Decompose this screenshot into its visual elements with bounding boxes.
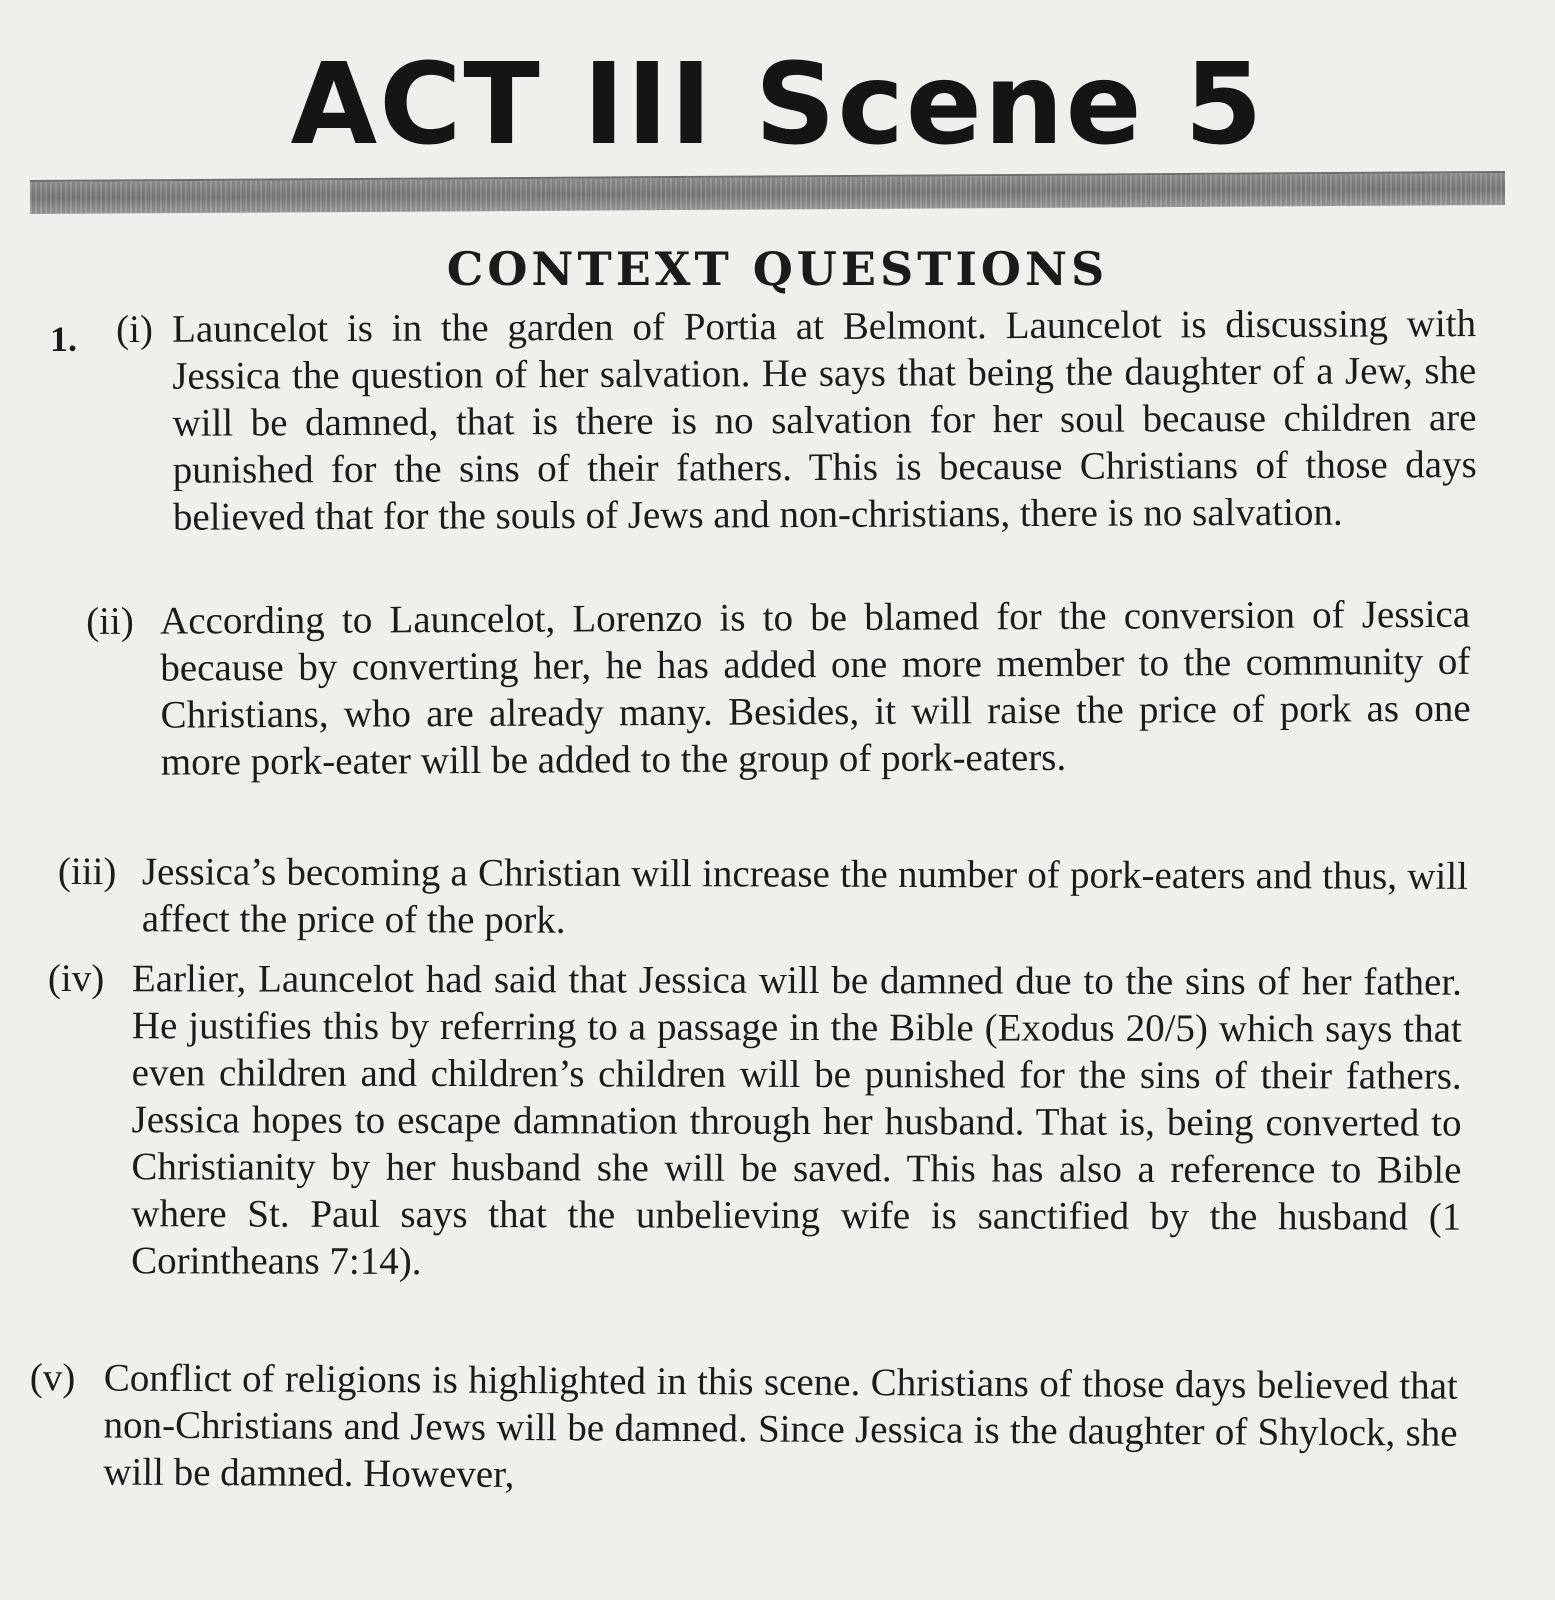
decorative-rule: [30, 171, 1505, 214]
answer-text: Jessica’s becoming a Christian will increase the number of pork-eaters and thus, will affect the price of the pork.: [141, 850, 1468, 942]
act-title: ACT III Scene 5: [290, 40, 1265, 170]
answer-item-i: [116, 300, 1477, 541]
answer-text: Conflict of religions is highlighted in this scene. Christians of those days believed that non-Christians and Jews will be damned. Since Jessica is the daughter of Shylock, she will be damned. However,: [103, 1356, 1458, 1496]
answer-label: (v): [29, 1356, 76, 1400]
answer-label: (i): [116, 307, 154, 351]
answer-label: (iv): [47, 957, 105, 1001]
answer-label: (ii): [86, 599, 134, 643]
question-number: 1.: [50, 319, 77, 359]
answer-text: Launcelot is in the garden of Portia at Belmont. Launcelot is discussing with Jessica the question of her salvation. He says that being the daughter of a Jew, she will be damned, that is there is no salvation for her soul because children are punished for the sins of their fathers. This is because Christians of those days believed that for the souls of Jews and non-christians, there is no salvation.: [172, 302, 1477, 539]
answer-text: According to Launcelot, Lorenzo is to be blamed for the conversion of Jessica because by converting her, he has added one more member to the community of Christians, who are already many. Besides, it will raise the price of pork as one more pork-eater will be added to the group of pork-eaters.: [160, 592, 1471, 784]
answer-item-v: [29, 1354, 1458, 1504]
answer-item-ii: [86, 591, 1471, 786]
answer-text: Earlier, Launcelot had said that Jessica will be damned due to the sins of her father. He justifies this by referring to a passage in the Bible (Exodus 20/5) which says that even children and children’s children will be punished for the sins of their fathers. Jessica hopes to escape damnation through her husband. That is, being converted to Christianity by her husband she will be saved. This has also a reference to Bible where St. Paul says that the unbelieving wife is sanctified by the husband (1 Corintheans 7:14).: [131, 957, 1462, 1283]
section-heading: CONTEXT QUESTIONS: [446, 242, 1109, 296]
answer-item-iv: [47, 955, 1462, 1288]
answer-label: (iii): [57, 850, 117, 894]
answer-item-iii: [58, 848, 1468, 947]
